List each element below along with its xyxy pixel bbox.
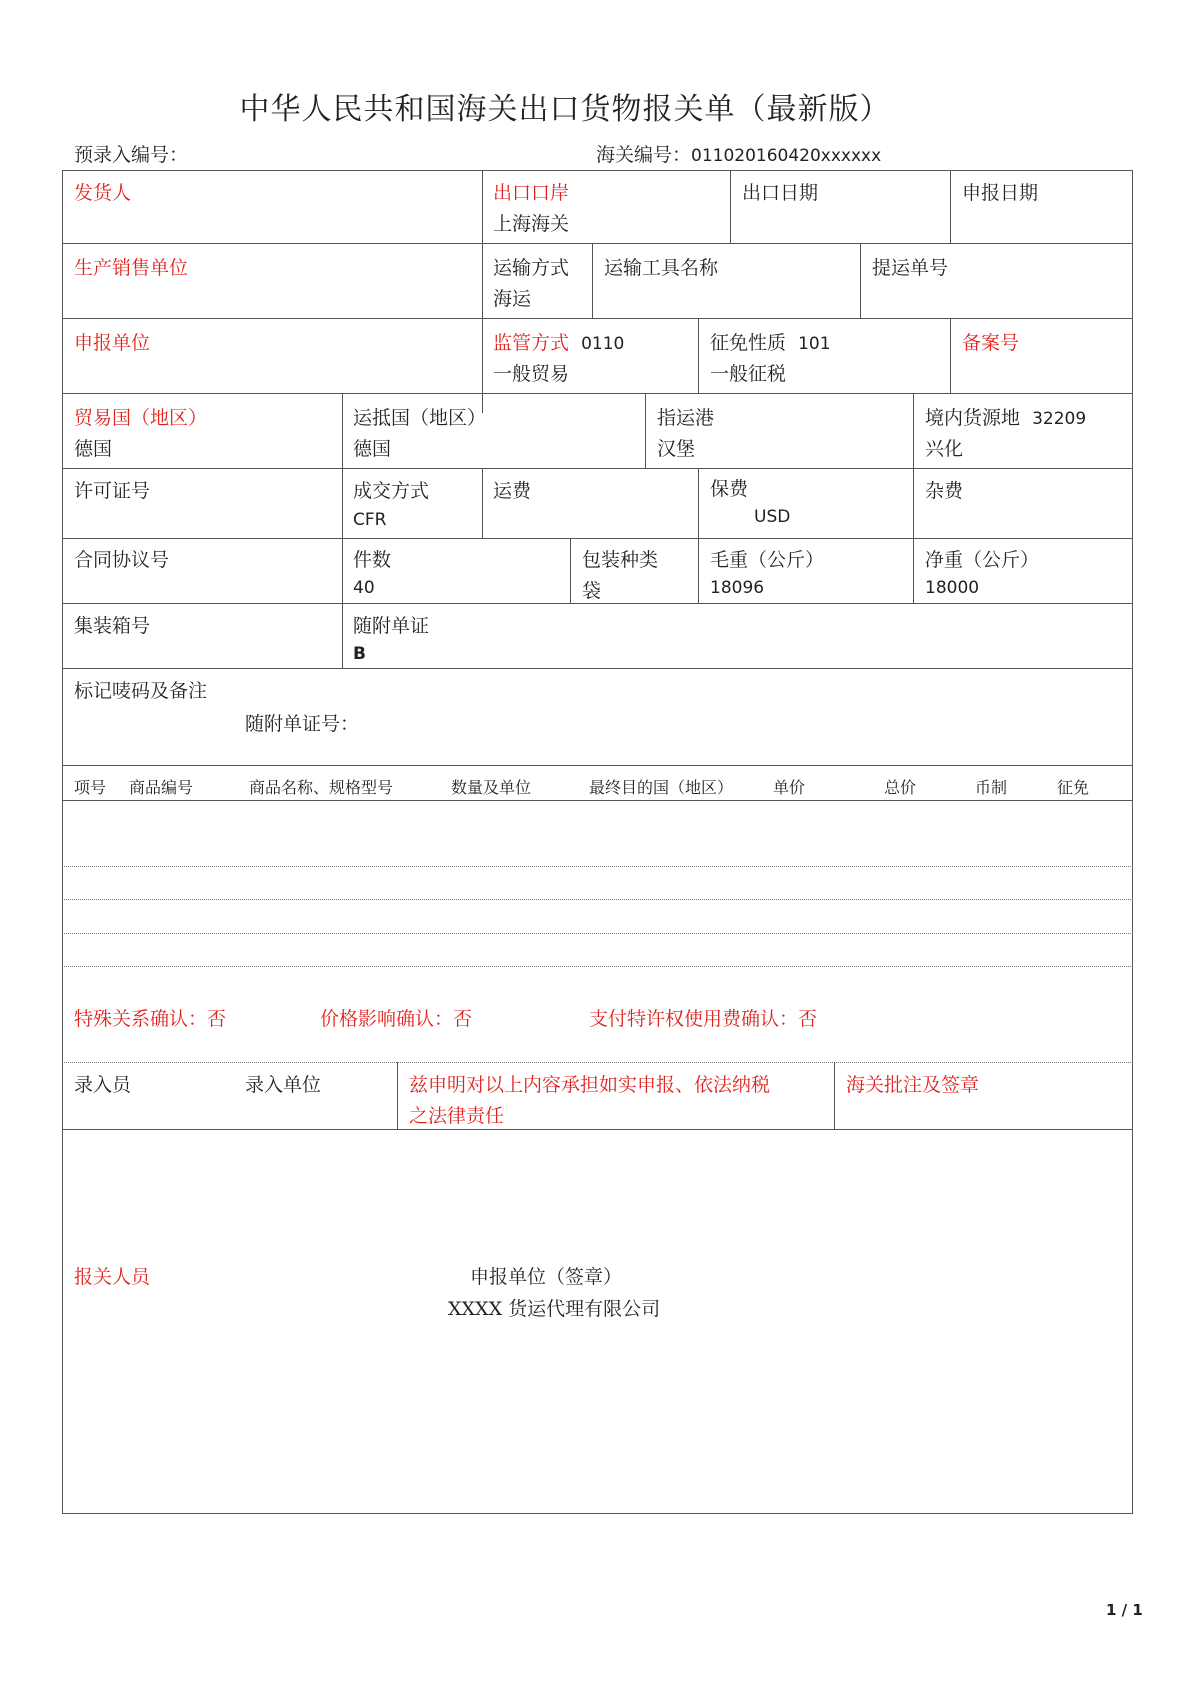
- row-divider: [62, 800, 1133, 801]
- goods-header-quantity: 数量及单位: [451, 778, 532, 797]
- col-divider: [397, 1062, 398, 1129]
- gross-weight-label: 毛重（公斤）: [710, 549, 825, 571]
- row-divider: [62, 318, 1133, 319]
- vehicle-name-label: 运输工具名称: [604, 257, 719, 279]
- deal-value: CFR: [353, 510, 387, 530]
- col-divider: [570, 538, 571, 603]
- goods-row-divider: [62, 933, 1133, 934]
- trade-country-value: 德国: [74, 438, 113, 460]
- goods-header-currency: 币制: [975, 778, 1008, 797]
- contract-label: 合同协议号: [74, 549, 170, 571]
- customs-no-value: 011020160420xxxxxx: [691, 146, 882, 166]
- supervision-code: 0110: [581, 334, 625, 354]
- col-divider: [698, 318, 699, 393]
- source-value: 兴化: [925, 438, 964, 460]
- producer-label: 生产销售单位: [74, 257, 189, 279]
- export-date-label: 出口日期: [742, 182, 819, 204]
- insurance-label: 保费: [710, 478, 749, 500]
- levy-label: 征免性质: [710, 332, 787, 354]
- row-divider: [62, 243, 1133, 244]
- col-divider: [342, 393, 343, 668]
- col-divider: [860, 243, 861, 318]
- declarant-unit-sign-label: 申报单位（签章）: [470, 1266, 623, 1288]
- declare-date-label: 申报日期: [962, 182, 1039, 204]
- levy-code: 101: [798, 334, 831, 354]
- bill-no-label: 提运单号: [872, 257, 949, 279]
- declarant-unit-name: XXXX 货运代理有限公司: [448, 1298, 661, 1320]
- pieces-value: 40: [353, 578, 375, 598]
- source-code: 32209: [1032, 409, 1087, 429]
- net-weight-label: 净重（公斤）: [925, 549, 1040, 571]
- col-divider: [950, 170, 951, 243]
- goods-header-total: 总价: [884, 778, 917, 797]
- levy-value: 一般征税: [710, 363, 787, 385]
- row-divider: [62, 393, 1133, 394]
- source-label: 境内货源地: [925, 407, 1021, 429]
- goods-header-exemption: 征免: [1057, 778, 1090, 797]
- entry-clerk-label: 录入员: [74, 1074, 132, 1096]
- transport-mode-value: 海运: [493, 288, 532, 310]
- freight-label: 运费: [493, 480, 532, 502]
- page-title: 中华人民共和国海关出口货物报关单（最新版）: [239, 92, 891, 127]
- levy: [710, 328, 831, 355]
- gross-weight-value: 18096: [710, 578, 765, 598]
- package-label: 包装种类: [582, 549, 659, 571]
- supervision-label: 监管方式: [493, 332, 570, 354]
- row-divider: [62, 538, 1133, 539]
- customs-no-label: 海关编号：: [596, 144, 692, 166]
- royalty-confirm: 支付特许权使用费确认：否: [589, 1008, 818, 1030]
- export-port-value: 上海海关: [493, 213, 570, 235]
- page-number: 1 / 1: [1106, 1601, 1143, 1619]
- col-divider: [913, 393, 914, 603]
- col-divider: [730, 170, 731, 243]
- record-no-label: 备案号: [962, 332, 1020, 354]
- col-divider: [950, 318, 951, 393]
- col-divider: [592, 243, 593, 318]
- container-label: 集装箱号: [74, 615, 151, 637]
- marks-label: 标记唛码及备注: [74, 680, 208, 702]
- package-value: 袋: [582, 580, 602, 602]
- row-divider: [62, 668, 1133, 669]
- goods-row-divider: [62, 966, 1133, 967]
- special-relation-confirm: 特殊关系确认：否: [74, 1008, 227, 1030]
- docs-value: B: [353, 644, 366, 664]
- export-port-label: 出口口岸: [493, 182, 570, 204]
- trade-country-label: 贸易国（地区）: [74, 407, 208, 429]
- goods-header-item-no: 项号: [74, 778, 107, 797]
- entry-unit-label: 录入单位: [245, 1074, 322, 1096]
- misc-label: 杂费: [925, 480, 964, 502]
- port-label: 指运港: [657, 407, 715, 429]
- goods-header-code: 商品编号: [129, 778, 194, 797]
- transport-mode-label: 运输方式: [493, 257, 570, 279]
- row-divider: [62, 1129, 1133, 1130]
- goods-row-divider: [62, 899, 1133, 900]
- customs-no: [596, 140, 881, 167]
- price-impact-confirm: 价格影响确认：否: [320, 1008, 473, 1030]
- source: [925, 403, 1086, 430]
- dest-country-value: 德国: [353, 438, 392, 460]
- net-weight-value: 18000: [925, 578, 980, 598]
- declarant-label: 申报单位: [74, 332, 151, 354]
- statement-line-1: 兹申明对以上内容承担如实申报、依法纳税: [409, 1074, 771, 1096]
- row-divider: [62, 765, 1133, 766]
- col-divider: [482, 468, 483, 538]
- dest-country-label: 运抵国（地区）: [353, 407, 487, 429]
- col-divider: [834, 1062, 835, 1129]
- pre-entry-label: 预录入编号：: [74, 144, 189, 166]
- declarant-person-label: 报关人员: [74, 1266, 151, 1288]
- col-divider: [482, 170, 483, 413]
- port-value: 汉堡: [657, 438, 696, 460]
- goods-row-divider: [62, 866, 1133, 867]
- supervision: [493, 328, 624, 355]
- goods-header-destination: 最终目的国（地区）: [589, 778, 734, 797]
- goods-header-name: 商品名称、规格型号: [249, 778, 394, 797]
- pieces-label: 件数: [353, 549, 392, 571]
- docs-no-label: 随附单证号：: [245, 713, 360, 735]
- row-divider: [62, 1062, 1133, 1063]
- customs-sign-label: 海关批注及签章: [846, 1074, 980, 1096]
- row-divider: [62, 468, 1133, 469]
- statement-line-2: 之法律责任: [409, 1105, 505, 1127]
- row-divider: [62, 603, 1133, 604]
- deal-label: 成交方式: [353, 480, 430, 502]
- col-divider: [698, 468, 699, 603]
- col-divider: [645, 393, 646, 468]
- goods-header-unit-price: 单价: [773, 778, 806, 797]
- docs-label: 随附单证: [353, 615, 430, 637]
- license-label: 许可证号: [74, 480, 151, 502]
- supervision-value: 一般贸易: [493, 363, 570, 385]
- shipper-label: 发货人: [74, 182, 132, 204]
- insurance-value: USD: [754, 507, 791, 527]
